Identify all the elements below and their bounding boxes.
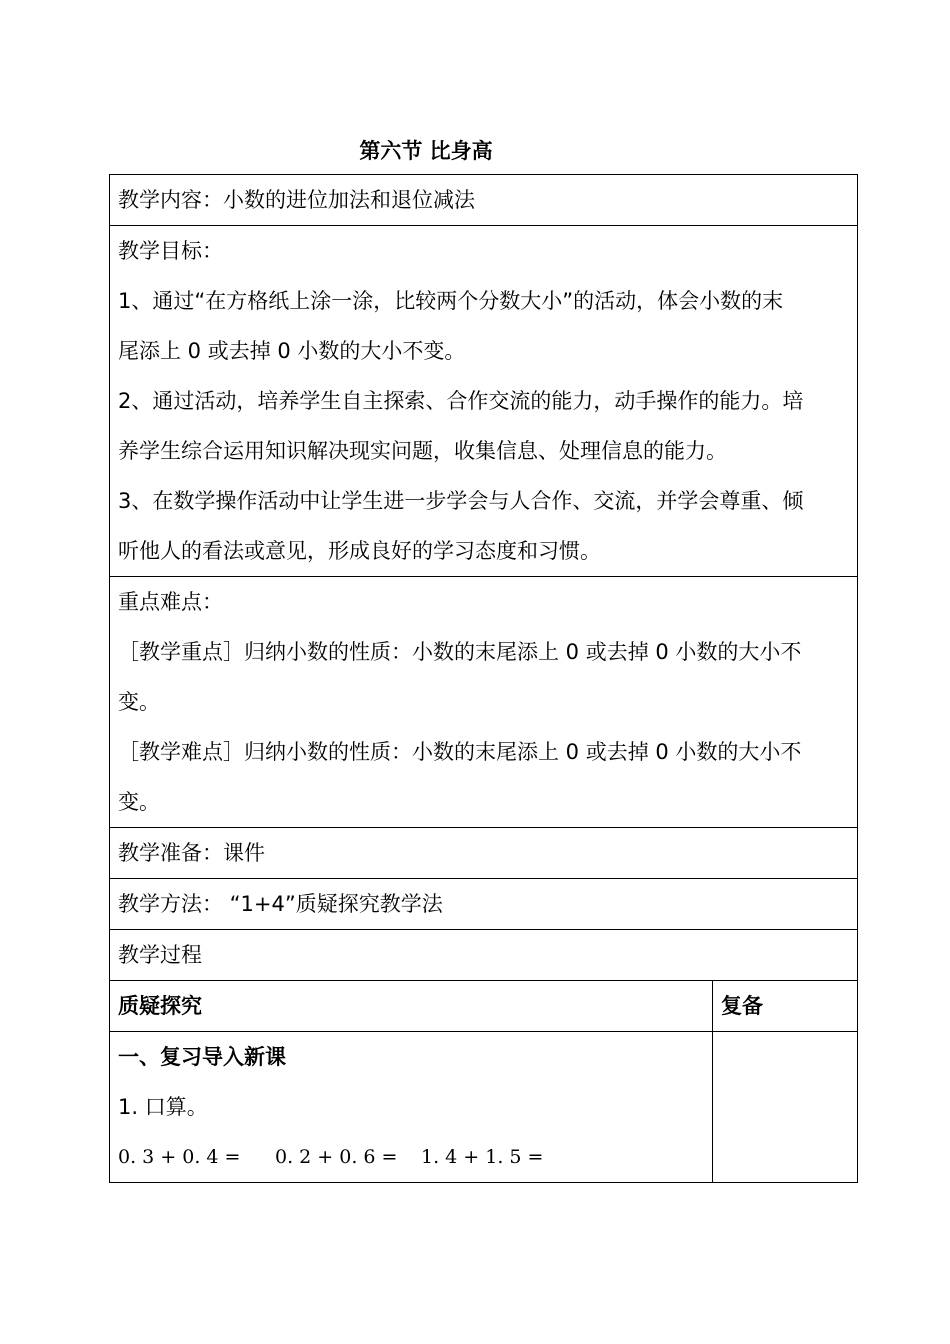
main-column-header <box>110 981 713 1032</box>
teaching-process: 教学过程 <box>118 943 202 967</box>
objectives-heading: 教学目标： <box>118 239 223 263</box>
key-point-line: ［教学重点］归纳小数的性质：小数的末尾添上 0 或去掉 0 小数的大小不 <box>118 640 802 664</box>
teaching-content: 教学内容：小数的进位加法和退位减法 <box>118 188 475 212</box>
objective-line: 养学生综合运用知识解决现实问题，收集信息、处理信息的能力。 <box>118 439 727 463</box>
content-row <box>110 175 858 226</box>
method-cell <box>110 879 858 930</box>
process-cell <box>110 930 858 981</box>
objective-line: 3、在数学操作活动中让学生进一步学会与人合作、交流，并学会尊重、倾 <box>118 489 804 513</box>
objective-line: 听他人的看法或意见，形成良好的学习态度和习惯。 <box>118 539 601 563</box>
column-header-row <box>110 981 858 1032</box>
key-points-cell <box>110 577 858 828</box>
preparation-cell <box>110 828 858 879</box>
objective-line: 2、通过活动，培养学生自主探索、合作交流的能力，动手操作的能力。培 <box>118 389 804 413</box>
section-side-cell <box>713 1032 858 1183</box>
method-row <box>110 879 858 930</box>
calc-item: 0. 3 + 0. 4 = <box>118 1146 241 1168</box>
lesson-plan-table <box>109 174 858 1183</box>
teaching-preparation: 教学准备：课件 <box>118 841 265 865</box>
key-points-row <box>110 577 858 828</box>
preparation-row <box>110 828 858 879</box>
objective-line: 尾添上 0 或去掉 0 小数的大小不变。 <box>118 339 466 363</box>
objectives-cell <box>110 226 858 577</box>
objectives-row <box>110 226 858 577</box>
section-subheading: 1. 口算。 <box>118 1095 208 1119</box>
process-row <box>110 930 858 981</box>
teaching-method: 教学方法： “1+4”质疑探究教学法 <box>118 892 443 916</box>
key-point-line: 变。 <box>118 690 160 714</box>
side-column-header <box>713 981 858 1032</box>
page-title: 第六节 比身高 <box>359 139 493 163</box>
main-column-label: 质疑探究 <box>118 994 202 1018</box>
section-main-cell <box>110 1032 713 1183</box>
key-points-heading: 重点难点： <box>118 590 223 614</box>
section-heading: 一、复习导入新课 <box>118 1045 286 1069</box>
calc-item: 0. 2 + 0. 6 = <box>275 1146 398 1168</box>
objective-line: 1、通过“在方格纸上涂一涂，比较两个分数大小”的活动，体会小数的末 <box>118 289 784 313</box>
calc-line <box>118 1132 704 1182</box>
section-row <box>110 1032 858 1183</box>
difficulty-line: 变。 <box>118 790 160 814</box>
side-column-label: 复备 <box>721 994 763 1018</box>
calc-item: 1. 4 + 1. 5 = <box>421 1146 544 1168</box>
difficulty-line: ［教学难点］归纳小数的性质：小数的末尾添上 0 或去掉 0 小数的大小不 <box>118 740 802 764</box>
content-cell <box>110 175 858 226</box>
